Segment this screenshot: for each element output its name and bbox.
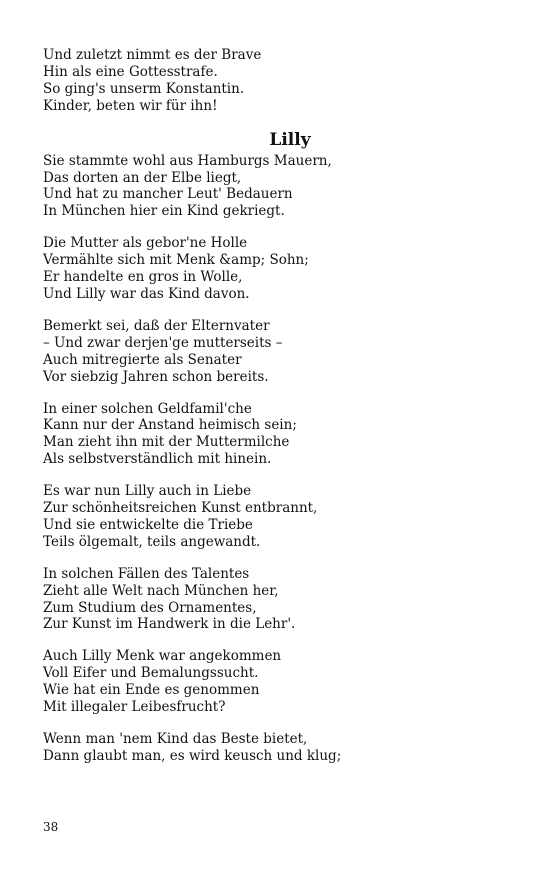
stanza-1 [43, 153, 513, 221]
verse-line: So ging's unserm Konstantin. [43, 80, 245, 97]
verse-line: Er handelte en gros in Wolle, [43, 269, 243, 286]
verse-line: Wie hat ein Ende es genommen [43, 682, 260, 699]
verse-line: Man zieht ihn mit der Muttermilche [43, 434, 290, 451]
verse-line: Mit illegaler Leibesfrucht? [43, 699, 226, 716]
verse-line: Kann nur der Anstand heimisch sein; [43, 417, 297, 434]
verse-line: Voll Eifer und Bemalungssucht. [43, 665, 259, 682]
verse-line: Vor siebzig Jahren schon bereits. [43, 368, 269, 385]
verse-line: In einer solchen Geldfamil'che [43, 400, 252, 417]
poem-title: Lilly [269, 129, 311, 150]
verse-line: In München hier ein Kind gekriegt. [43, 203, 285, 220]
page-body [43, 47, 513, 780]
page-number: 38 [43, 820, 59, 834]
stanza-2 [43, 235, 513, 303]
verse-line: Sie stammte wohl aus Hamburgs Mauern, [43, 152, 332, 169]
verse-line: Teils ölgemalt, teils angewandt. [43, 533, 261, 550]
stanza-8 [43, 731, 513, 765]
verse-line: Vermählte sich mit Menk &amp; Sohn; [43, 252, 309, 269]
stanza-5 [43, 483, 513, 551]
verse-line: Und zuletzt nimmt es der Brave [43, 47, 262, 63]
verse-line: Wenn man 'nem Kind das Beste bietet, [43, 731, 308, 747]
verse-line: Zieht alle Welt nach München her, [43, 582, 279, 599]
verse-line: Hin als eine Gottesstrafe. [43, 63, 218, 80]
stanza-6 [43, 566, 513, 634]
verse-line: Zum Studium des Ornamentes, [43, 599, 257, 616]
verse-line: Und sie entwickelte die Triebe [43, 516, 253, 533]
verse-line: Zur schönheitsreichen Kunst entbrannt, [43, 500, 318, 517]
verse-line: Dann glaubt man, es wird keusch und klug; [43, 747, 342, 764]
verse-line: Zur Kunst im Handwerk in die Lehr'. [43, 616, 296, 633]
verse-line: In solchen Fällen des Talentes [43, 565, 250, 582]
verse-line: Als selbstverständlich mit hinein. [43, 451, 272, 468]
verse-line: – Und zwar derjen'ge mutterseits – [43, 334, 283, 351]
verse-line: Auch mitregierte als Senater [43, 351, 242, 368]
stanza-4 [43, 401, 513, 469]
stanza-3 [43, 318, 513, 386]
verse-line: Und hat zu mancher Leut' Bedauern [43, 186, 293, 203]
verse-line: Kinder, beten wir für ihn! [43, 97, 218, 114]
verse-line: Das dorten an der Elbe liegt, [43, 169, 242, 186]
stanza-7 [43, 648, 513, 716]
verse-line: Auch Lilly Menk war angekommen [43, 648, 282, 665]
verse-line: Es war nun Lilly auch in Liebe [43, 483, 252, 500]
verse-line: Bemerkt sei, daß der Elternvater [43, 317, 270, 334]
intro-stanza [43, 47, 513, 115]
verse-line: Die Mutter als gebor'ne Holle [43, 235, 248, 252]
verse-line: Und Lilly war das Kind davon. [43, 285, 250, 302]
